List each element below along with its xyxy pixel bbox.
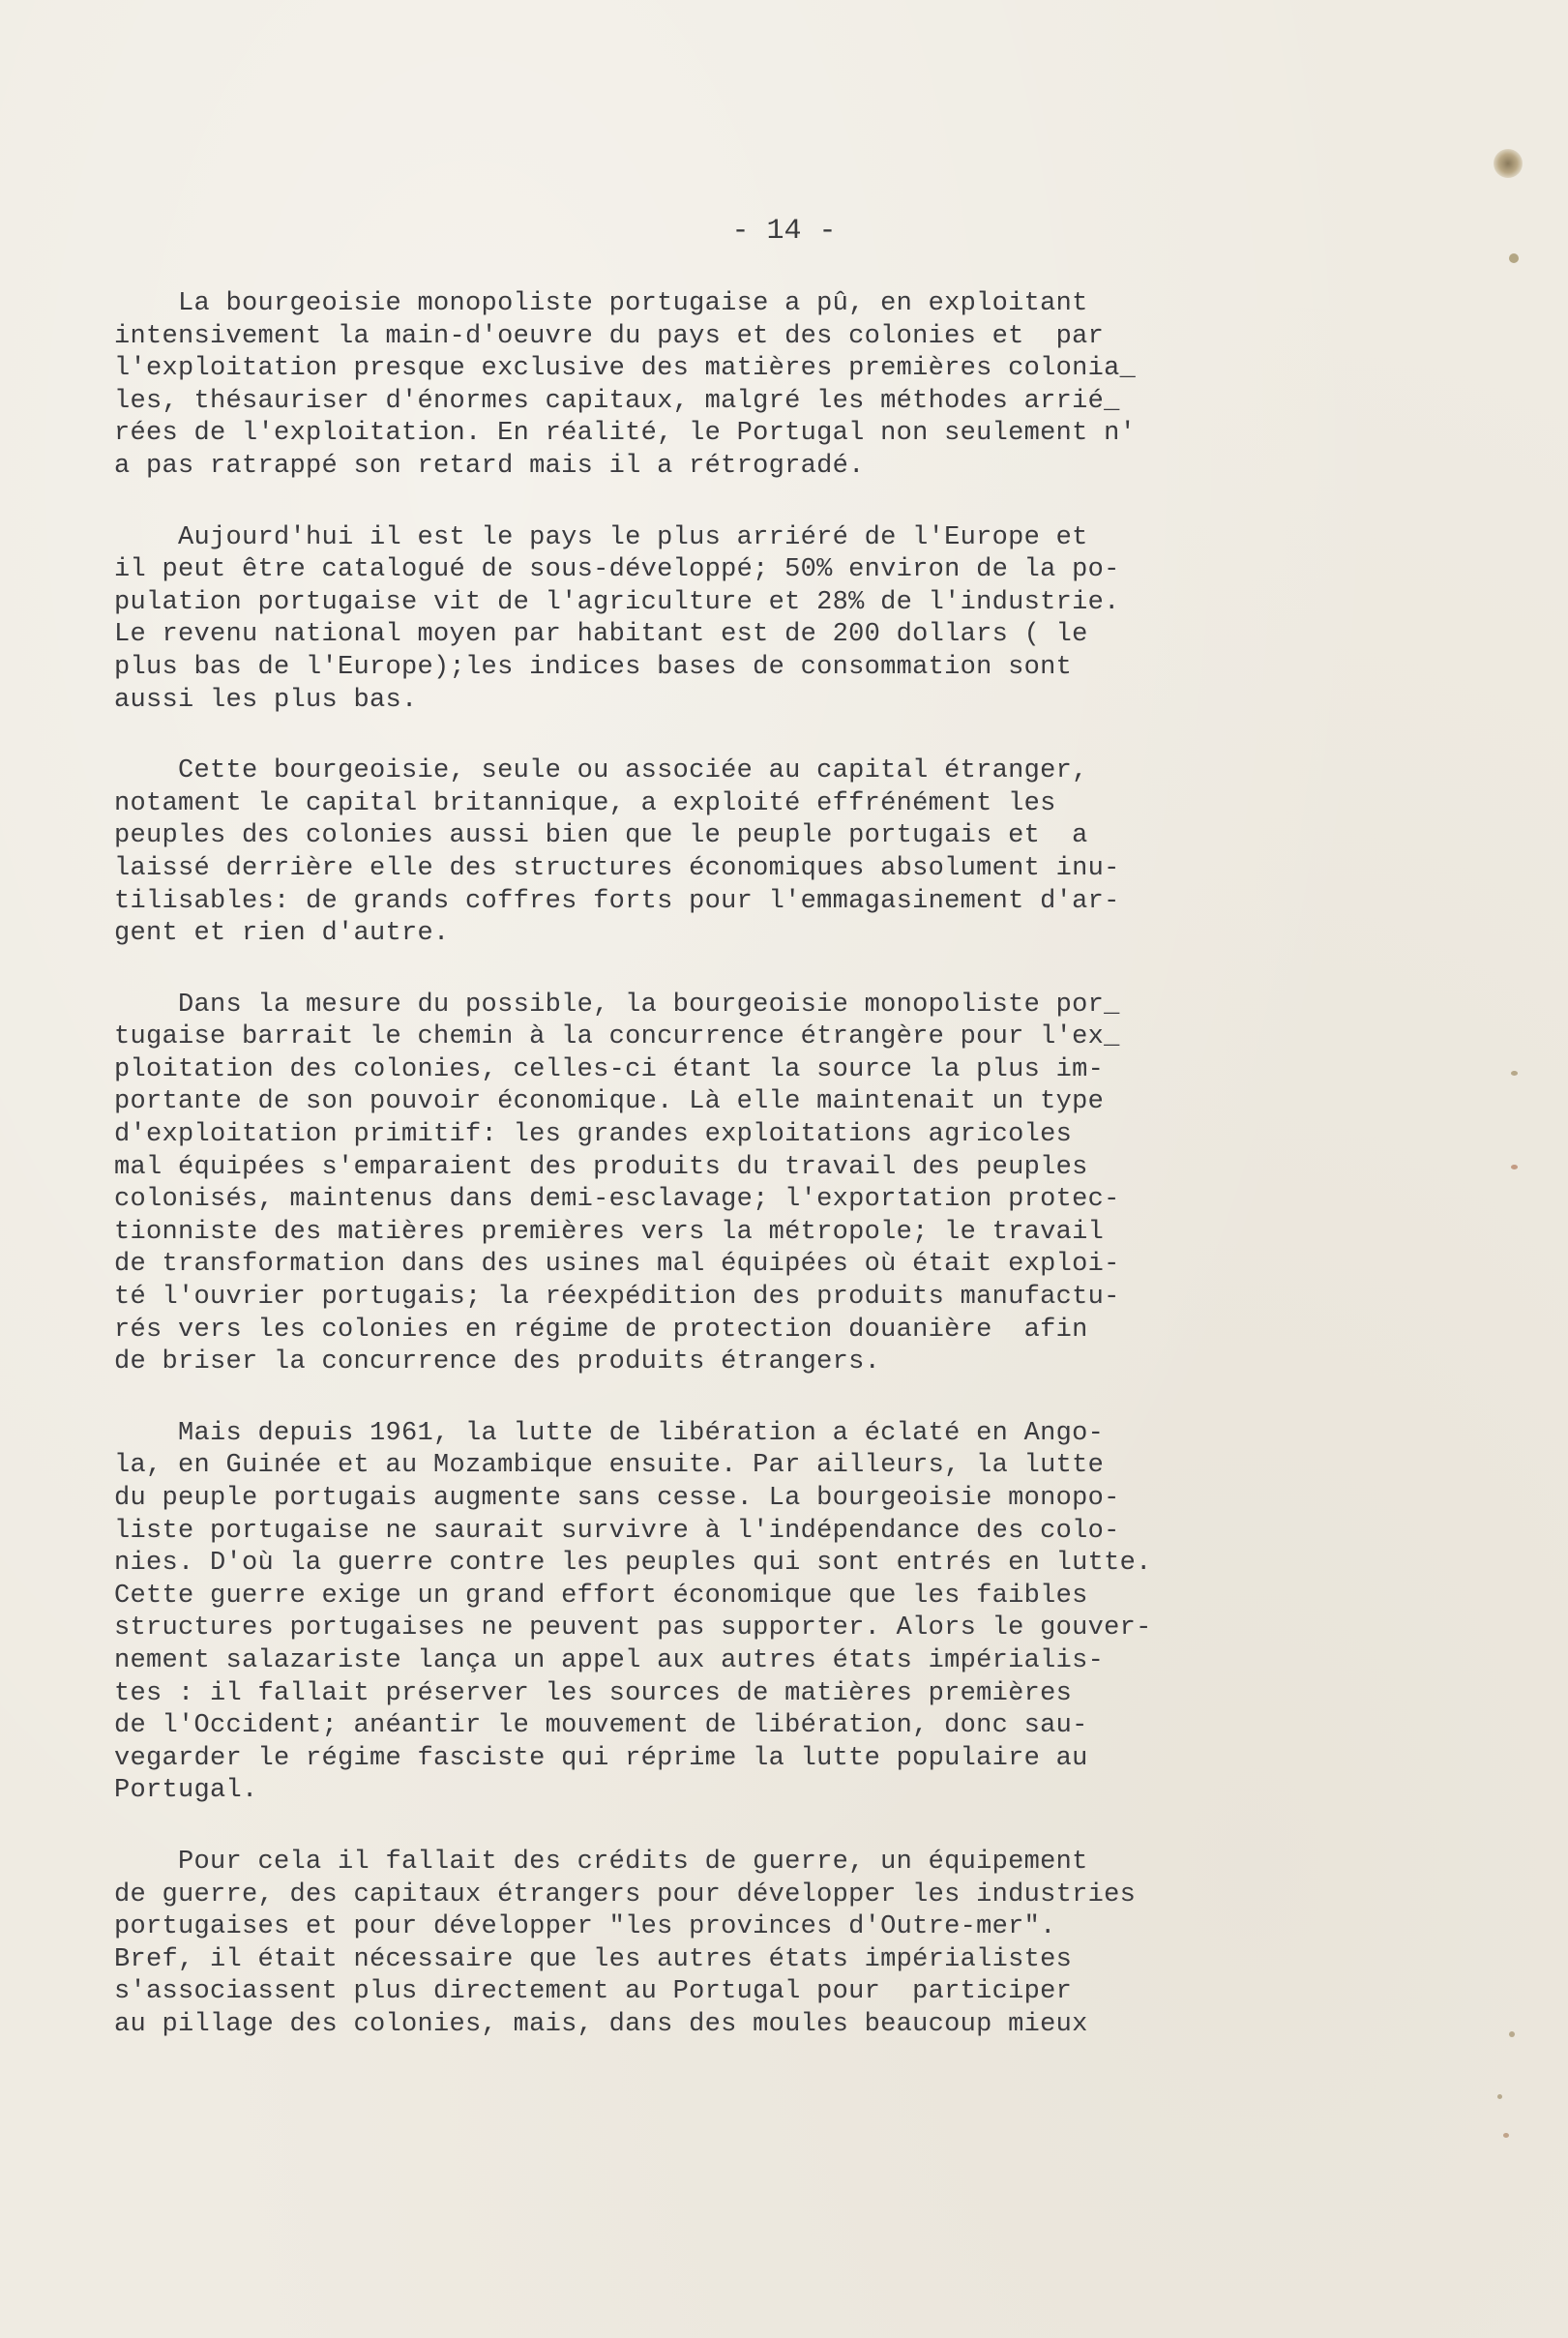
- text-line: portugaises et pour développer "les provinces d'Outre-mer".: [114, 1912, 1056, 1942]
- page-number: - 14 -: [731, 215, 837, 248]
- paper-speck: [1503, 2133, 1509, 2138]
- text-line: il peut être catalogué de sous-développé; 50% environ de la po-: [114, 555, 1120, 585]
- text-line: nement salazariste lança un appel aux autres états impérialis-: [114, 1645, 1105, 1675]
- text-line: pulation portugaise vit de l'agriculture et 28% de l'industrie.: [114, 587, 1120, 617]
- text-line: liste portugaise ne saurait survivre à l'indépendance des colo-: [114, 1516, 1120, 1546]
- paragraph: [114, 990, 1236, 1379]
- text-line: au pillage des colonies, mais, dans des moules beaucoup mieux: [114, 2009, 1088, 2039]
- body-text: [114, 288, 1236, 2081]
- text-line: Aujourd'hui il est le pays le plus arriéré de l'Europe et: [114, 522, 1088, 552]
- text-line: s'associassent plus directement au Portugal pour participer: [114, 1977, 1073, 2007]
- text-line: a pas ratrappé son retard mais il a rétrogradé.: [114, 451, 865, 481]
- text-line: la, en Guinée et au Mozambique ensuite. Par ailleurs, la lutte: [114, 1451, 1105, 1481]
- text-line: nies. D'où la guerre contre les peuples qui sont entrés en lutte.: [114, 1549, 1152, 1579]
- paper-speck: [1511, 1165, 1518, 1169]
- text-line: de briser la concurrence des produits étrangers.: [114, 1347, 881, 1377]
- paragraph: [114, 522, 1236, 718]
- text-line: structures portugaises ne peuvent pas supporter. Alors le gouver-: [114, 1613, 1152, 1643]
- text-line: Cette guerre exige un grand effort économique que les faibles: [114, 1581, 1088, 1611]
- text-line: té l'ouvrier portugais; la réexpédition des produits manufactu-: [114, 1283, 1120, 1313]
- text-line: tugaise barrait le chemin à la concurrence étrangère pour l'ex_: [114, 1022, 1120, 1052]
- text-line: Portugal.: [114, 1776, 258, 1806]
- text-line: de l'Occident; anéantir le mouvement de libération, donc sau-: [114, 1711, 1088, 1741]
- text-line: notament le capital britannique, a exploité effrénément les: [114, 788, 1056, 818]
- punch-hole-mark: [1494, 149, 1523, 178]
- paragraph: [114, 1418, 1236, 1808]
- text-line: gent et rien d'autre.: [114, 919, 450, 949]
- text-line: plus bas de l'Europe);les indices bases de consommation sont: [114, 652, 1073, 682]
- text-line: tilisables: de grands coffres forts pour l'emmagasinement d'ar-: [114, 886, 1120, 916]
- text-line: de guerre, des capitaux étrangers pour développer les industries: [114, 1879, 1137, 1909]
- text-line: l'exploitation presque exclusive des matières premières colonia_: [114, 354, 1137, 384]
- text-line: d'exploitation primitif: les grandes exploitations agricoles: [114, 1120, 1073, 1150]
- paper-speck: [1497, 2094, 1502, 2099]
- text-line: Le revenu national moyen par habitant est de 200 dollars ( le: [114, 620, 1088, 650]
- text-line: du peuple portugais augmente sans cesse. La bourgeoisie monopo-: [114, 1484, 1120, 1513]
- text-line: de transformation dans des usines mal équipées où était exploi-: [114, 1250, 1120, 1280]
- text-line: Pour cela il fallait des crédits de guerre, un équipement: [114, 1847, 1088, 1877]
- text-line: ploitation des colonies, celles-ci étant la source la plus im-: [114, 1054, 1105, 1084]
- paragraph: [114, 1847, 1236, 2042]
- text-line: Bref, il était nécessaire que les autres états impérialistes: [114, 1944, 1073, 1974]
- text-line: colonisés, maintenus dans demi-esclavage; l'exportation protec-: [114, 1185, 1120, 1215]
- text-line: portante de son pouvoir économique. Là elle maintenait un type: [114, 1087, 1105, 1117]
- text-line: tionniste des matières premières vers la métropole; le travail: [114, 1217, 1105, 1247]
- text-line: laissé derrière elle des structures économiques absolument inu-: [114, 853, 1120, 883]
- text-line: vegarder le régime fasciste qui réprime la lutte populaire au: [114, 1743, 1088, 1773]
- text-line: rées de l'exploitation. En réalité, le Portugal non seulement n': [114, 419, 1137, 449]
- paper-speck: [1511, 1071, 1518, 1076]
- text-line: Cette bourgeoisie, seule ou associée au capital étranger,: [114, 756, 1088, 786]
- text-line: Mais depuis 1961, la lutte de libération a éclaté en Ango-: [114, 1418, 1105, 1448]
- text-line: Dans la mesure du possible, la bourgeoisie monopoliste por_: [114, 990, 1120, 1020]
- paper-speck: [1509, 253, 1519, 263]
- text-line: peuples des colonies aussi bien que le peuple portugais et a: [114, 821, 1088, 851]
- paragraph: [114, 755, 1236, 951]
- text-line: rés vers les colonies en régime de protection douanière afin: [114, 1315, 1088, 1345]
- text-line: mal équipées s'emparaient des produits du travail des peuples: [114, 1152, 1088, 1182]
- text-line: les, thésauriser d'énormes capitaux, malgré les méthodes arrié_: [114, 386, 1120, 416]
- paragraph: [114, 288, 1236, 484]
- text-line: intensivement la main-d'oeuvre du pays et des colonies et par: [114, 321, 1105, 351]
- text-line: aussi les plus bas.: [114, 685, 418, 715]
- text-line: tes : il fallait préserver les sources de matières premières: [114, 1678, 1073, 1708]
- text-line: La bourgeoisie monopoliste portugaise a pû, en exploitant: [114, 289, 1088, 318]
- paper-speck: [1509, 2031, 1515, 2037]
